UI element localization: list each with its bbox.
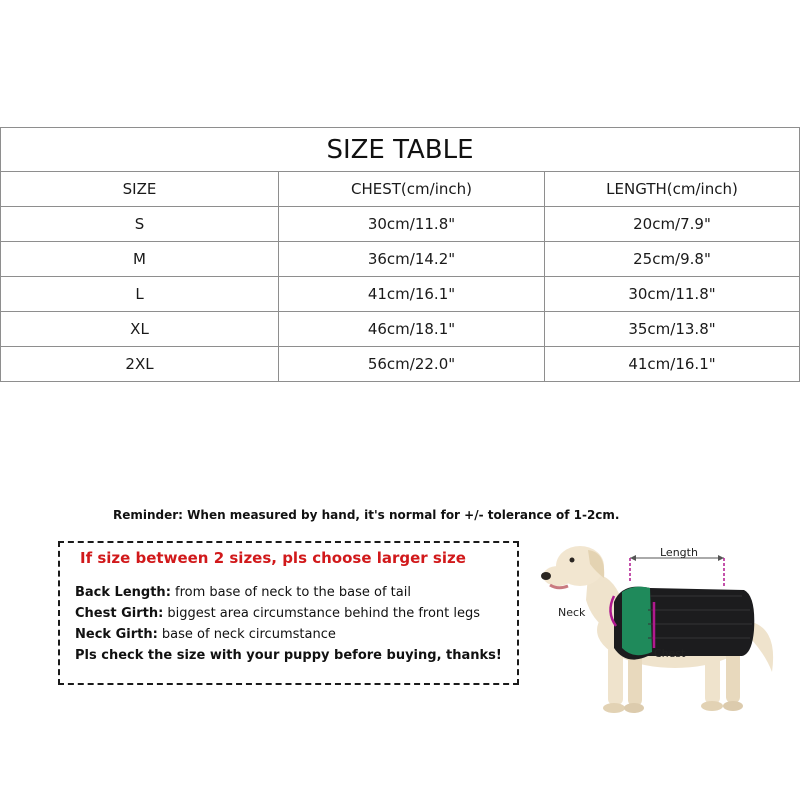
neck-girth-note [75,627,336,642]
size-cell: 2XL [1,347,279,382]
back-length-note [75,585,411,600]
table-row [1,347,800,382]
chest-cell: 56cm/22.0" [279,347,545,382]
length-cell: 25cm/9.8" [545,242,800,277]
note-term: Chest Girth: [75,606,164,621]
chest-cell: 36cm/14.2" [279,242,545,277]
measurement-reminder: Reminder: When measured by hand, it's normal for +/- tolerance of 1-2cm. [113,508,620,522]
table-header-row [1,172,800,207]
note-term: Neck Girth: [75,627,158,642]
column-header-chest: CHEST(cm/inch) [279,172,545,207]
table-row [1,242,800,277]
length-label: Length [660,546,698,559]
neck-label: Neck [558,606,586,619]
length-cell: 20cm/7.9" [545,207,800,242]
table-row [1,207,800,242]
closing-note: Pls check the size with your puppy before buying, thanks! [75,648,502,663]
size-cell: L [1,277,279,312]
length-cell: 30cm/11.8" [545,277,800,312]
length-cell: 41cm/16.1" [545,347,800,382]
sizing-notes-box [58,541,519,685]
table-row [1,277,800,312]
table-row [1,312,800,347]
size-cell: XL [1,312,279,347]
note-text: biggest area circumstance behind the front legs [163,606,481,621]
chest-label: Chest [654,647,686,660]
note-term: Back Length: [75,585,171,600]
size-cell: M [1,242,279,277]
size-table-title: SIZE TABLE [1,128,800,172]
chest-girth-note [75,606,480,621]
chest-cell: 30cm/11.8" [279,207,545,242]
note-text: base of neck circumstance [157,627,336,642]
chest-cell: 41cm/16.1" [279,277,545,312]
dog-measurement-illustration [530,530,800,730]
column-header-size: SIZE [1,172,279,207]
note-text: from base of neck to the base of tail [170,585,411,600]
size-cell: S [1,207,279,242]
length-cell: 35cm/13.8" [545,312,800,347]
chest-cell: 46cm/18.1" [279,312,545,347]
size-table [0,127,800,382]
column-header-length: LENGTH(cm/inch) [545,172,800,207]
size-advice-headline: If size between 2 sizes, pls choose larger size [80,549,466,567]
